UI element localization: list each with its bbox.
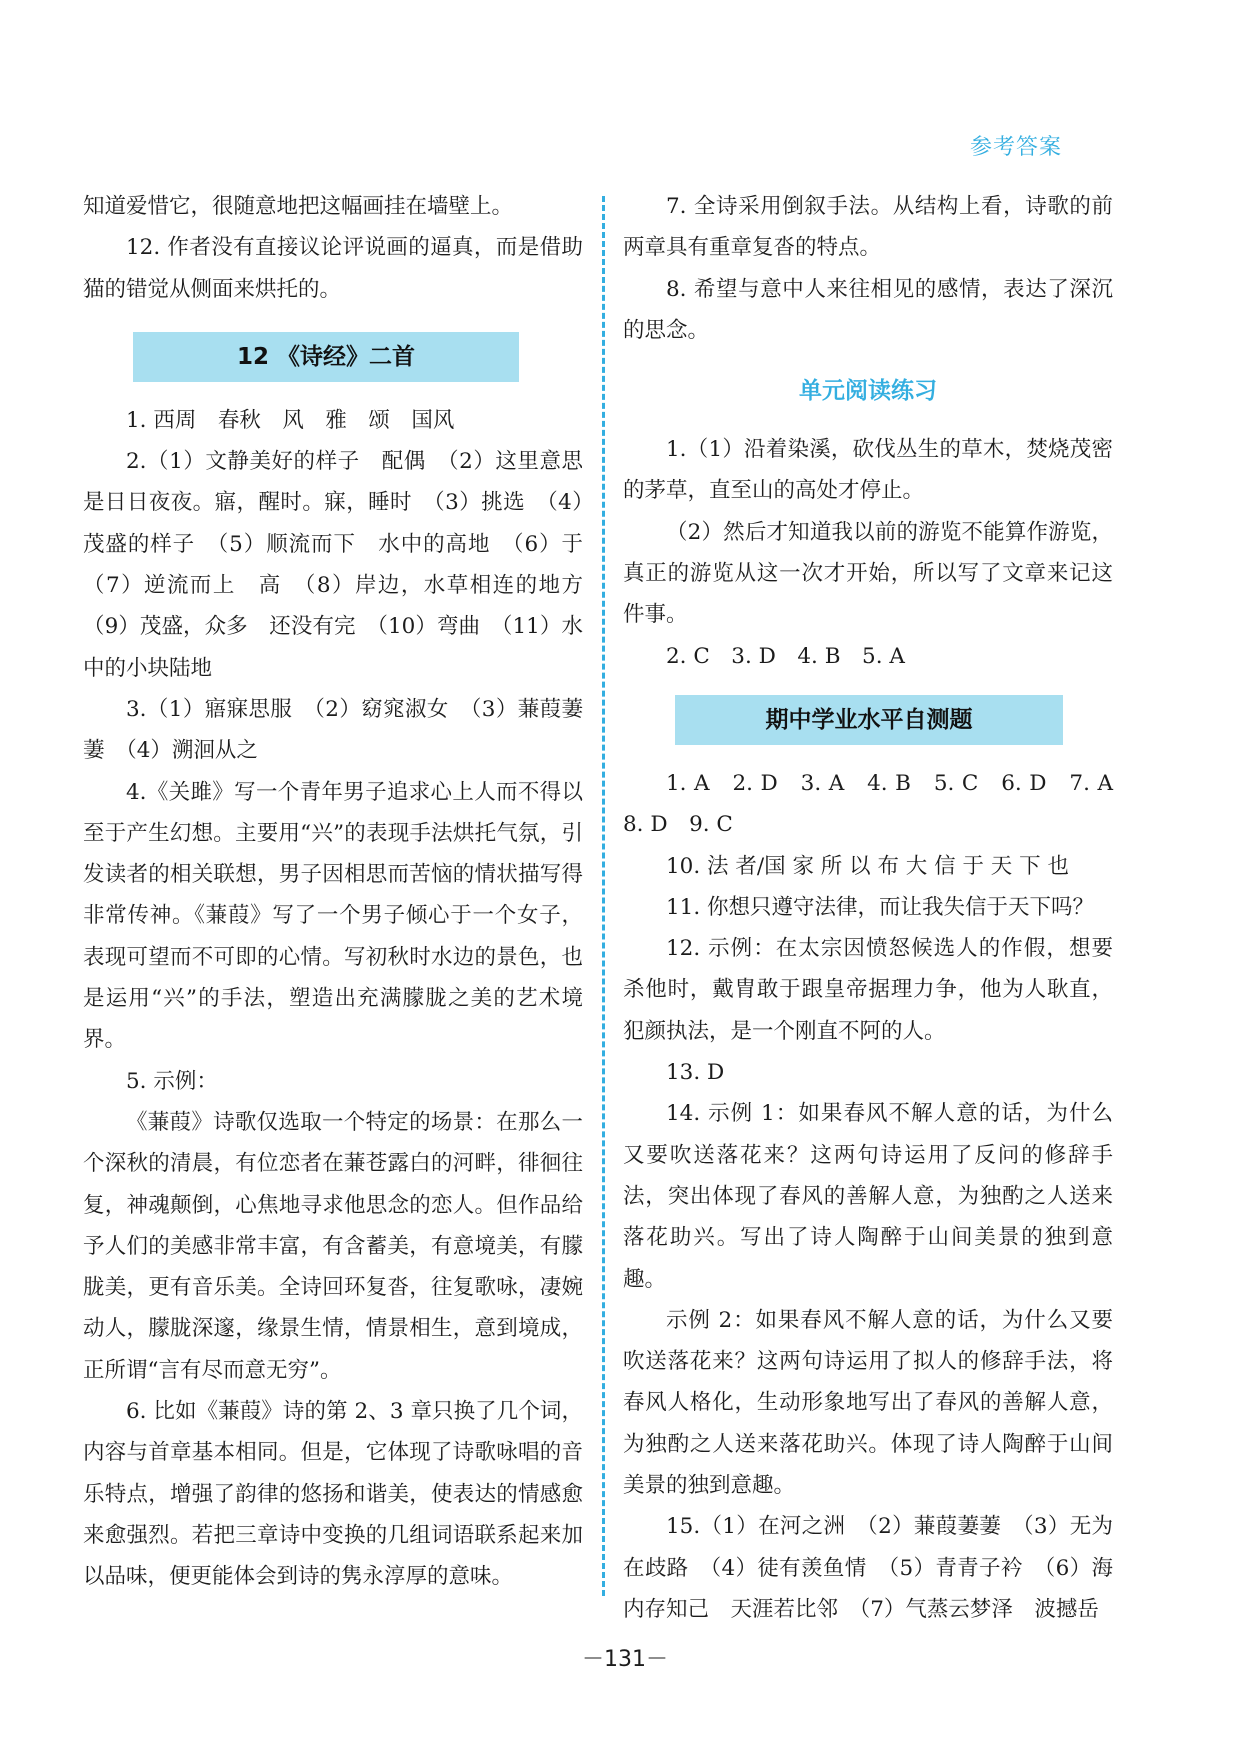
answer-paragraph: 1. A 2. D 3. A 4. B 5. C 6. D 7. A 8. D 9. C: [623, 770, 1135, 838]
answer-paragraph: 10. 法 者/国 家 所 以 布 大 信 于 天 下 也: [666, 853, 1069, 879]
answer-paragraph: 12. 作者没有直接议论评说画的逼真，而是借助猫的错觉从侧面来烘托的。: [83, 235, 583, 302]
column-divider: [602, 196, 605, 1596]
header-label: 参考答案: [970, 135, 1063, 160]
answer-paragraph: 7. 全诗采用倒叙手法。从结构上看，诗歌的前两章具有重章复沓的特点。: [623, 194, 1113, 261]
answer-paragraph: 知道爱惜它，很随意地把这幅画挂在墙壁上。: [83, 194, 514, 219]
answer-paragraph: 5. 示例：: [126, 1068, 218, 1094]
answer-paragraph: 12. 示例：在太宗因愤怒候选人的作假，想要杀他时，戴胄敢于跟皇帝据理力争，他为人耿直，犯颜执法，是一个刚直不阿的人。: [623, 936, 1113, 1044]
right-column: [623, 186, 1135, 1630]
answer-paragraph: 14. 示例 1：如果春风不解人意的话，为什么又要吹送落花来？这两句诗运用了反问的修辞手法，突出体现了春风的善解人意，为独酌之人送来落花助兴。写出了诗人陶醉于山间美景的独到意趣。: [623, 1101, 1113, 1292]
page-number: －131－: [582, 1647, 668, 1672]
answer-paragraph: 1. 西周 春秋 风 雅 颂 国风: [126, 407, 455, 433]
answer-paragraph: 3.（1）寤寐思服 （2）窈窕淑女 （3）蒹葭萋萋 （4）溯洄从之: [83, 696, 583, 764]
answer-paragraph: 2. C 3. D 4. B 5. A: [666, 643, 905, 669]
answer-paragraph: （2）然后才知道我以前的游览不能算作游览，真正的游览从这一次才开始，所以写了文章来记这件事。: [623, 519, 1113, 628]
answer-paragraph: 8. 希望与意中人来往相见的感情，表达了深沉的思念。: [623, 276, 1113, 343]
answer-paragraph: 示例 2：如果春风不解人意的话，为什么又要吹送落花来？这两句诗运用了拟人的修辞手法，将春风人格化，生动形象地写出了春风的善解人意，为独酌之人送来落花助兴。体现了诗人陶醉于山间美景的独到意趣。: [623, 1307, 1113, 1499]
answer-paragraph: 《蒹葭》诗歌仅选取一个特定的场景：在那么一个深秋的清晨，有位恋者在蒹苍露白的河畔，徘徊往复，神魂颠倒，心焦地寻求他思念的恋人。但作品给予人们的美感非常丰富，有含蓄美，有意境美，有朦胧美，更有音乐美。全诗回环复沓，往复歌咏，凄婉动人，朦胧深邃，缘景生情，情景相生，意到境成，正所谓“言有尽而意无穷”。: [83, 1109, 583, 1383]
answer-paragraph: 15.（1）在河之洲 （2）蒹葭萋萋 （3）无为在歧路 （4）徒有羡鱼情 （5）青青子衿 （6）海内存知己 天涯若比邻 （7）气蒸云梦泽 波撼岳: [623, 1514, 1113, 1622]
answer-paragraph: 6. 比如《蒹葭》诗的第 2、3 章只换了几个词，内容与首章基本相同。但是，它体现了诗歌咏唱的音乐特点，增强了韵律的悠扬和谐美，使表达的情感愈来愈强烈。若把三章诗中变换的几组词语联系起来加以品味，便更能体会到诗的隽永淳厚的意味。: [83, 1399, 583, 1590]
answer-paragraph: 2.（1）文静美好的样子 配偶 （2）这里意思是日日夜夜。寤，醒时。寐，睡时 （3）挑选 （4）茂盛的样子 （5）顺流而下 水中的高地 （6）于 （7）逆流而上 高 （8）岸边，水草相连的地方 （9）茂盛，众多 还没有完 （10）弯曲 （11）水中的小块陆地: [83, 449, 605, 681]
left-column: [83, 186, 605, 1598]
answer-paragraph: 13. D: [666, 1060, 725, 1086]
answer-paragraph: 4.《关雎》写一个青年男子追求心上人而不得以至于产生幻想。主要用“兴”的表现手法烘托气氛，引发读者的相关联想，男子因相思而苦恼的情状描写得非常传神。《蒹葭》写了一个男子倾心于一个女子，表现可望而不可即的心情。写初秋时水边的景色，也是运用“兴”的手法，塑造出充满朦胧之美的艺术境界。: [83, 779, 583, 1053]
answer-paragraph: 11. 你想只遵守法律，而让我失信于天下吗？: [666, 894, 1095, 920]
section-title-unit-reading: 单元阅读练习: [799, 378, 937, 405]
section-title-shijing: 12 《诗经》二首: [133, 332, 519, 382]
answer-paragraph: 1.（1）沿着染溪，砍伐丛生的草木，焚烧茂密的茅草，直至山的高处才停止。: [623, 437, 1113, 504]
section-title-midterm: 期中学业水平自测题: [675, 695, 1063, 745]
